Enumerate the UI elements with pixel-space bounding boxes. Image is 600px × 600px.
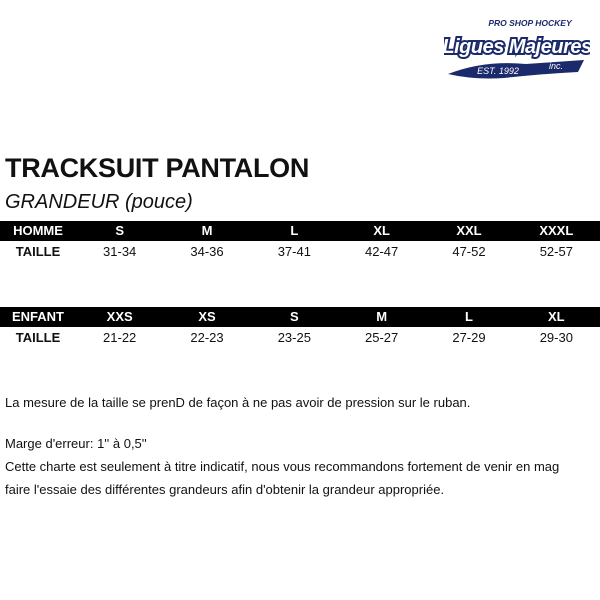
- kids-header-size: XXS: [106, 309, 133, 324]
- men-size-table: [0, 221, 600, 263]
- men-header-size: XXL: [456, 223, 482, 238]
- men-waist-value: 42-47: [365, 244, 399, 259]
- page-subtitle: GRANDEUR (pouce): [5, 191, 193, 213]
- men-header-size: L: [290, 223, 299, 238]
- error-margin-note: Marge d'erreur: 1'' à 0,5'': [5, 436, 147, 451]
- kids-waist-value: 21-22: [103, 330, 137, 345]
- kids-table-header: [0, 307, 600, 327]
- kids-header-category: ENFANT: [12, 309, 64, 324]
- men-row-label: TAILLE: [15, 244, 61, 259]
- men-header-size: S: [115, 223, 124, 238]
- disclaimer-note-continued: faire l'essaie des différentes grandeurs afin d'obtenir la grandeur appropriée.: [5, 482, 445, 497]
- logo-est-text: EST. 1992: [477, 66, 519, 76]
- kids-waist-value: 22-23: [190, 330, 224, 345]
- logo-main-text: Ligues Majeures: [444, 36, 590, 58]
- kids-waist-value: 27-29: [452, 330, 486, 345]
- kids-header-size: XL: [548, 309, 565, 324]
- brand-logo: [444, 14, 590, 90]
- page-title: TRACKSUIT PANTALON: [5, 153, 310, 183]
- men-waist-value: 31-34: [103, 244, 137, 259]
- men-header-category: HOMME: [13, 223, 63, 238]
- men-waist-value: 34-36: [190, 244, 224, 259]
- disclaimer-note: Cette charte est seulement à titre indicatif, nous vous recommandons fortement de venir en mag: [5, 459, 560, 474]
- logo-top-text: PRO SHOP HOCKEY: [488, 18, 572, 28]
- men-header-size: XXXL: [539, 223, 574, 238]
- men-header-size: XL: [373, 223, 390, 238]
- measurement-note: La mesure de la taille se prenD de façon à ne pas avoir de pression sur le ruban.: [5, 395, 471, 410]
- men-header-size: M: [201, 223, 213, 238]
- kids-row-label: TAILLE: [15, 330, 61, 345]
- kids-waist-value: 29-30: [539, 330, 573, 345]
- kids-size-table: [0, 307, 600, 349]
- men-table-row: [0, 241, 600, 263]
- kids-waist-value: 23-25: [277, 330, 311, 345]
- kids-header-size: S: [289, 309, 299, 324]
- men-waist-value: 47-52: [452, 244, 486, 259]
- men-table-header: [0, 221, 600, 241]
- logo-graphic: [444, 14, 590, 90]
- logo-inc-text: inc.: [548, 61, 564, 71]
- kids-table-row: [0, 327, 600, 349]
- kids-header-size: M: [376, 309, 388, 324]
- kids-waist-value: 25-27: [365, 330, 399, 345]
- men-waist-value: 37-41: [277, 244, 311, 259]
- kids-header-size: L: [465, 309, 473, 324]
- kids-header-size: XS: [198, 309, 216, 324]
- men-waist-value: 52-57: [539, 244, 573, 259]
